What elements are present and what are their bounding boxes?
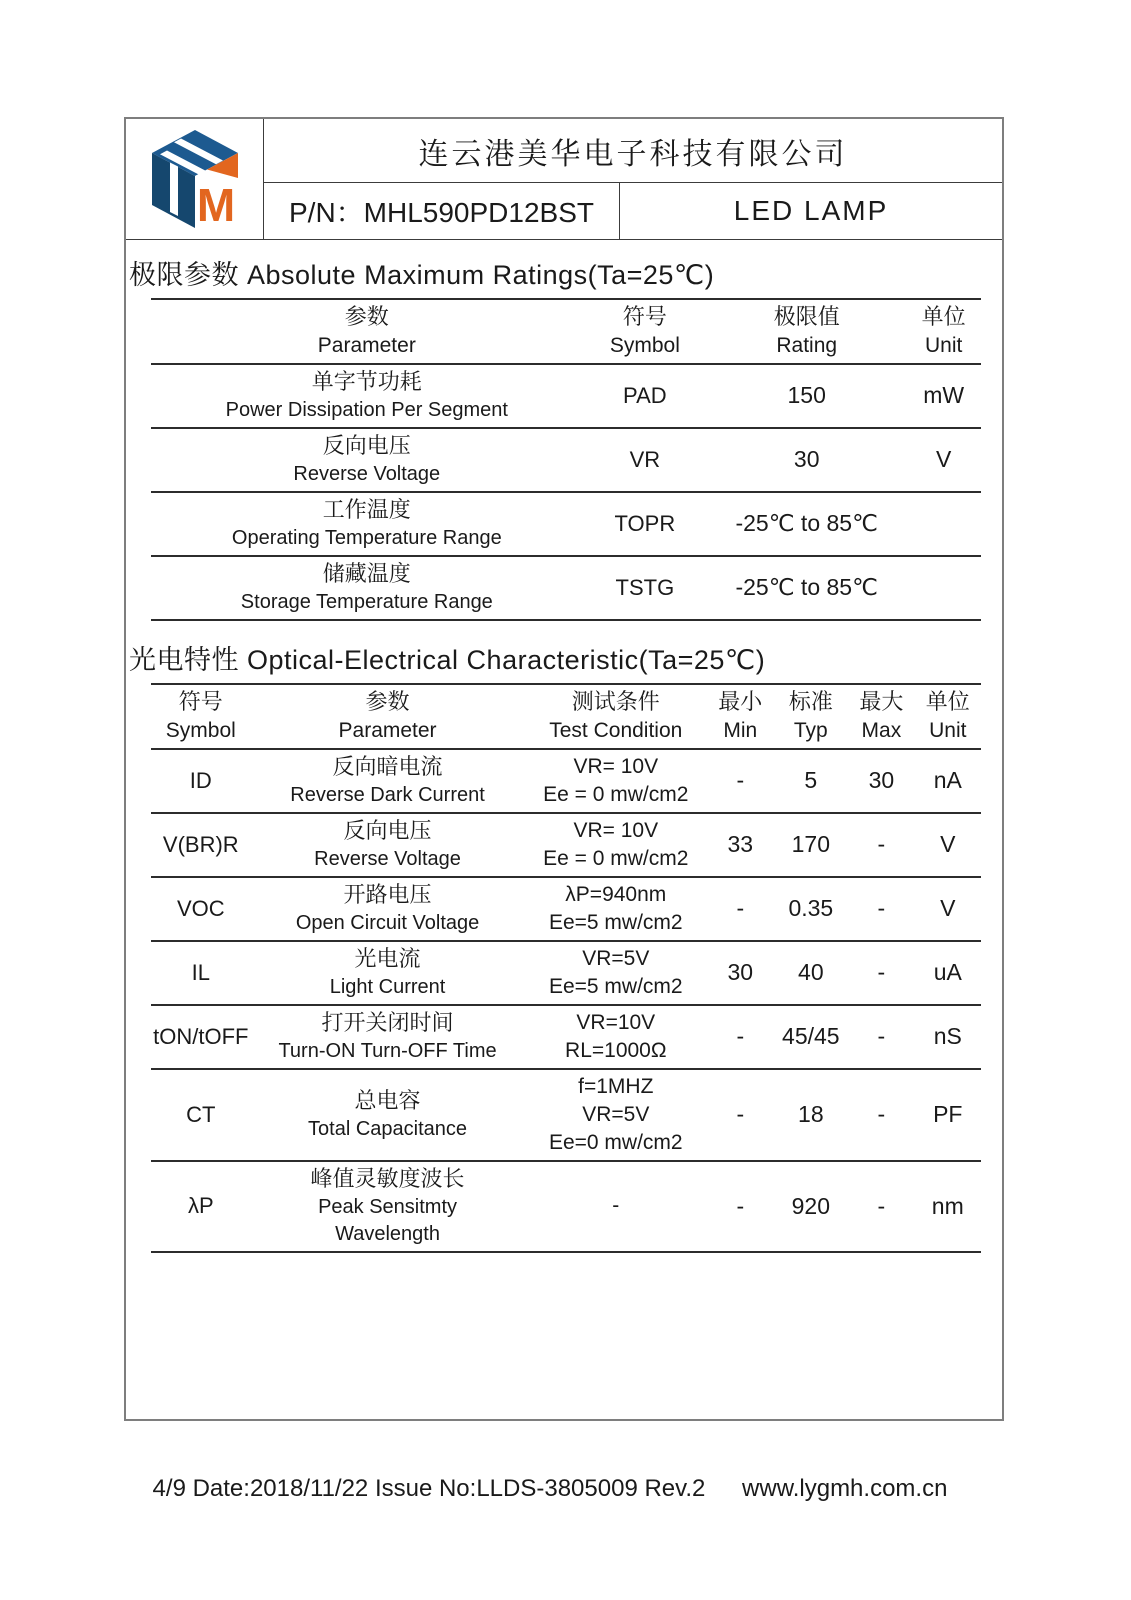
cell-unit: uA: [933, 959, 962, 985]
cell-rating: -25℃ to 85℃: [735, 574, 878, 600]
cell-parameter: [151, 556, 583, 620]
cell-min: -: [736, 1023, 745, 1049]
th-parameter: [251, 684, 525, 749]
th-symbol-en: Symbol: [165, 719, 236, 742]
param-en2: Wavelength: [335, 1223, 440, 1245]
cond-line1: VR= 10V: [573, 818, 659, 842]
cell-symbol: TOPR: [614, 510, 676, 536]
cell-max: -: [877, 1023, 886, 1049]
cell-symbol: PAD: [623, 382, 667, 408]
param-cn: 打开关闭时间: [321, 1010, 454, 1035]
cell-rating: 150: [787, 382, 826, 408]
cell-min: 30: [727, 959, 754, 985]
cell-max: -: [877, 831, 886, 857]
table-row: [151, 556, 981, 620]
content-frame: [124, 117, 1004, 1421]
cell-parameter: [251, 1161, 525, 1252]
param-cn: 开路电压: [343, 882, 432, 907]
cond-line1: VR=5V: [582, 946, 650, 970]
cell-unit: nA: [933, 767, 962, 793]
th-max-en: Max: [861, 719, 902, 742]
table-row: [151, 1005, 981, 1069]
footer-website: www.lygmh.com.cn: [742, 1475, 948, 1502]
header-right: [264, 119, 1002, 239]
th-min-cn: 最小: [718, 689, 763, 714]
cell-parameter: [151, 428, 583, 492]
cell-typ: 0.35: [788, 895, 834, 921]
th-unit-en: Unit: [929, 719, 967, 742]
cell-symbol: CT: [186, 1101, 216, 1127]
abs-max-title: 极限参数 Absolute Maximum Ratings(Ta=25℃): [129, 260, 715, 290]
cell-typ: 45/45: [782, 1023, 840, 1049]
part-number: P/N：MHL590PD12BST: [264, 183, 620, 239]
th-min-en: Min: [723, 719, 758, 742]
product-type: LED LAMP: [733, 195, 889, 226]
cond-line2: Ee=5 mw/cm2: [548, 974, 683, 998]
cell-test-condition: [525, 813, 708, 877]
th-parameter-en: Parameter: [338, 719, 437, 742]
footer-meta: 4/9 Date:2018/11/22 Issue No:LLDS-3805009 Rev.2: [152, 1475, 706, 1502]
cell-unit: mW: [923, 382, 965, 408]
cell-symbol: λP: [187, 1193, 214, 1218]
th-test-condition: [525, 684, 708, 749]
cell-unit: nm: [931, 1192, 964, 1219]
cell-typ: 170: [791, 831, 831, 857]
cell-symbol: ID: [189, 767, 212, 793]
param-en: Reverse Voltage: [293, 463, 441, 485]
pn-row: [264, 183, 1002, 239]
opt-elec-table: [151, 683, 981, 1253]
cell-max: -: [877, 959, 886, 985]
cell-unit: [906, 492, 981, 556]
table-row: [151, 813, 981, 877]
th-max-cn: 最大: [859, 689, 904, 714]
table-row: [151, 1161, 981, 1252]
cell-test-condition: [525, 941, 708, 1005]
abs-max-table: [151, 298, 981, 621]
param-cn: 总电容: [354, 1088, 421, 1113]
cell-min: -: [736, 1101, 745, 1127]
th-typ-cn: 标准: [788, 689, 833, 714]
table-row: [151, 1069, 981, 1161]
param-cn: 光电流: [354, 946, 421, 971]
th-symbol: [583, 299, 708, 364]
param-en: Peak Sensitmty: [318, 1196, 458, 1218]
cond-line1: λP=940nm: [565, 882, 667, 906]
cell-unit: nS: [933, 1023, 962, 1049]
cell-symbol: V(BR)R: [162, 831, 239, 857]
th-rating-cn: 极限值: [773, 304, 840, 329]
cell-parameter: [251, 941, 525, 1005]
th-symbol: [151, 684, 251, 749]
cell-parameter: [151, 492, 583, 556]
param-cn: 反向暗电流: [332, 754, 443, 779]
table-row: [151, 492, 981, 556]
cond-line3: Ee=0 mw/cm2: [548, 1130, 683, 1154]
th-unit: [906, 299, 981, 364]
table-row: [151, 364, 981, 428]
cell-parameter: [251, 877, 525, 941]
cell-symbol: VOC: [176, 895, 225, 921]
cond-line1: f=1MHZ: [578, 1074, 654, 1098]
cell-symbol: tON/tOFF: [153, 1023, 249, 1049]
th-unit-en: Unit: [924, 334, 963, 357]
cell-unit: V: [940, 895, 956, 921]
cell-min: -: [736, 767, 745, 793]
param-cn: 峰值灵敏度波长: [310, 1166, 465, 1191]
th-parameter-cn: 参数: [344, 304, 389, 329]
param-en: Storage Temperature Range: [240, 591, 493, 613]
param-cn: 反向电压: [322, 433, 411, 458]
cell-symbol: TSTG: [615, 574, 675, 600]
cond-line1: VR=10V: [576, 1010, 656, 1034]
company-logo-icon: [145, 125, 245, 233]
th-unit-cn: 单位: [925, 689, 970, 714]
th-symbol-cn: 符号: [622, 304, 667, 329]
cell-test-condition: [525, 1069, 708, 1161]
cell-min: 33: [727, 831, 754, 857]
th-symbol-cn: 符号: [178, 689, 223, 714]
cell-typ: 5: [804, 767, 818, 793]
cell-unit: V: [940, 831, 956, 857]
param-cn: 单字节功耗: [311, 369, 422, 394]
cond-line2: Ee = 0 mw/cm2: [543, 782, 689, 806]
cond-line2: Ee = 0 mw/cm2: [543, 846, 689, 870]
th-symbol-en: Symbol: [609, 334, 680, 357]
cell-typ: 40: [798, 959, 824, 985]
param-cn: 反向电压: [343, 818, 432, 843]
th-test-condition-cn: 测试条件: [571, 689, 660, 714]
cond-line1: -: [612, 1194, 620, 1217]
th-parameter: [151, 299, 583, 364]
th-rating-en: Rating: [776, 334, 838, 357]
page-footer: [30, 1475, 1070, 1503]
cell-rating: 30: [793, 446, 820, 472]
cell-typ: 920: [791, 1192, 831, 1219]
th-typ-en: Typ: [793, 719, 828, 742]
param-cn: 储藏温度: [322, 561, 411, 586]
cell-parameter: [251, 1005, 525, 1069]
cell-rating: -25℃ to 85℃: [735, 510, 878, 536]
doc-header: [126, 119, 1002, 240]
opt-elec-header-row: [151, 684, 981, 749]
cond-line1: VR= 10V: [573, 754, 659, 778]
param-en: Reverse Dark Current: [290, 784, 485, 806]
th-test-condition-en: Test Condition: [549, 719, 683, 742]
th-min: [707, 684, 773, 749]
opt-elec-title: 光电特性 Optical-Electrical Characteristic(Ta=25℃): [129, 645, 766, 675]
company-name: 连云港美华电子科技有限公司: [264, 119, 1002, 183]
cell-test-condition: [525, 1161, 708, 1252]
cell-parameter: [151, 364, 583, 428]
cell-parameter: [251, 749, 525, 813]
cond-line2: VR=5V: [582, 1102, 650, 1126]
cell-test-condition: [525, 877, 708, 941]
cell-parameter: [251, 813, 525, 877]
cell-unit: PF: [933, 1101, 963, 1127]
cond-line2: Ee=5 mw/cm2: [548, 910, 683, 934]
cell-max: -: [877, 1101, 886, 1127]
param-en: Reverse Voltage: [314, 848, 461, 870]
cell-unit: [906, 556, 981, 620]
cell-symbol: VR: [629, 446, 661, 472]
cell-min: -: [736, 1192, 745, 1219]
cell-min: -: [736, 895, 745, 921]
table-row: [151, 428, 981, 492]
param-en: Turn-ON Turn-OFF Time: [278, 1040, 497, 1062]
th-unit: [915, 684, 981, 749]
cell-max: 30: [868, 767, 895, 793]
cell-max: -: [877, 1192, 886, 1219]
cond-line2: RL=1000Ω: [565, 1038, 667, 1062]
table-row: [151, 749, 981, 813]
cell-test-condition: [525, 749, 708, 813]
cell-typ: 18: [798, 1101, 824, 1127]
abs-max-header-row: [151, 299, 981, 364]
param-en: Power Dissipation Per Segment: [225, 399, 508, 421]
th-typ: [773, 684, 848, 749]
cell-parameter: [251, 1069, 525, 1161]
param-en: Operating Temperature Range: [231, 527, 502, 549]
cell-unit: V: [935, 446, 952, 472]
th-rating: [707, 299, 906, 364]
cell-symbol: IL: [191, 959, 210, 985]
th-unit-cn: 单位: [921, 304, 966, 329]
logo-cell: [126, 119, 264, 239]
th-parameter-en: Parameter: [317, 334, 416, 357]
th-max: [848, 684, 914, 749]
param-en: Open Circuit Voltage: [295, 912, 480, 934]
cell-test-condition: [525, 1005, 708, 1069]
table-row: [151, 877, 981, 941]
th-parameter-cn: 参数: [365, 689, 410, 714]
cell-max: -: [877, 895, 886, 921]
table-row: [151, 941, 981, 1005]
logo-letter: M: [196, 179, 235, 231]
param-en: Light Current: [329, 976, 446, 998]
param-en: Total Capacitance: [308, 1118, 468, 1140]
param-cn: 工作温度: [322, 497, 411, 522]
